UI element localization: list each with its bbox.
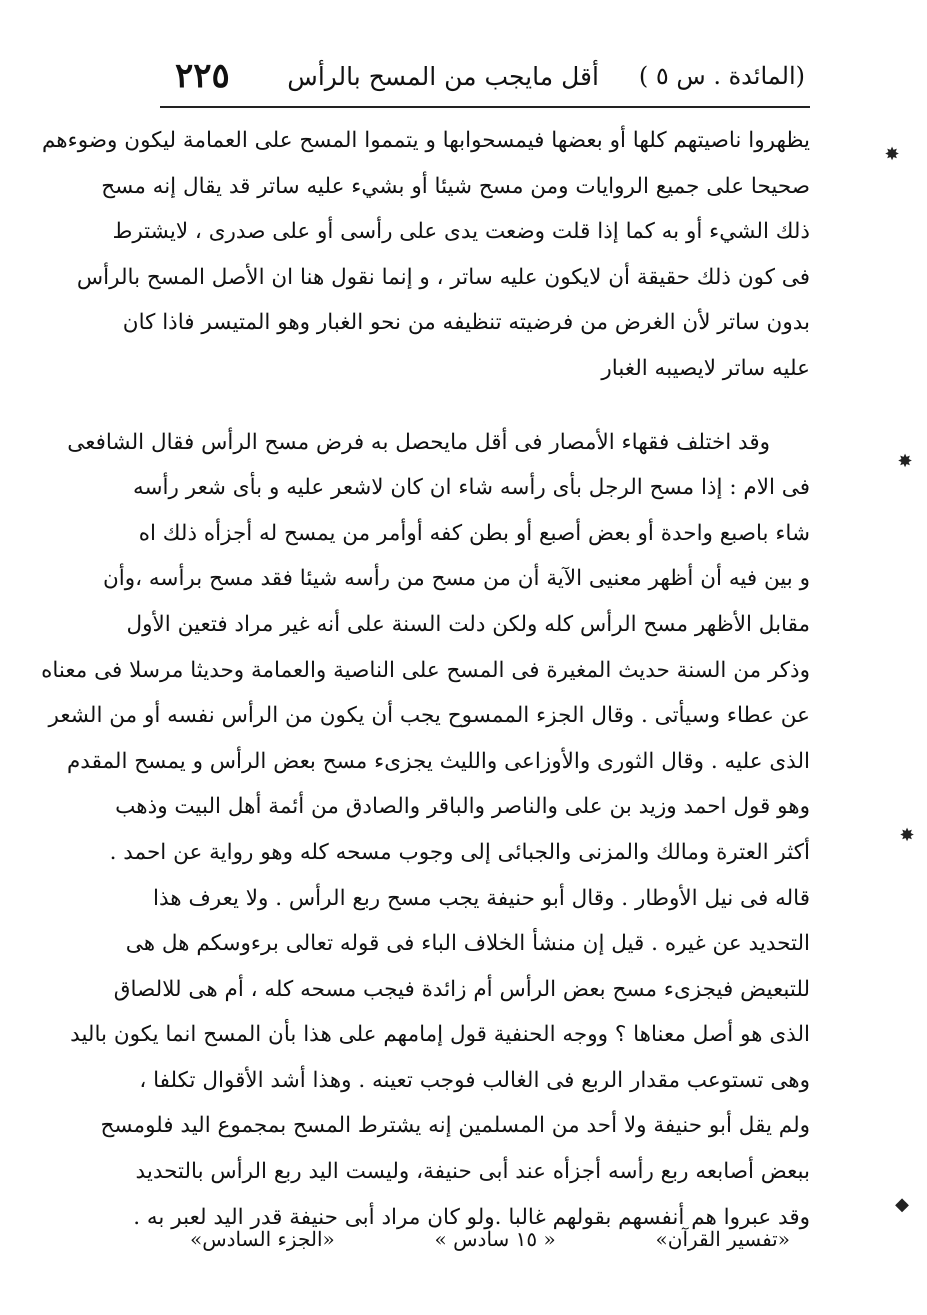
text-line-indent: وقد اختلف فقهاء الأمصار فى أقل مايحصل به فرض مسح الرأس فقال الشافعى — [67, 429, 770, 455]
text-line: و بين فيه أن أظهر معنيى الآية أن من مسح من رأسه شيئا فقد مسح برأسه ،وأن — [102, 566, 810, 592]
page-footer — [190, 1222, 790, 1256]
footer-volume: «الجزء السادس» — [190, 1227, 335, 1251]
binding-mark-icon: ◆ — [895, 1193, 909, 1215]
header-rule — [160, 106, 810, 108]
text-line: فى كون ذلك حقيقة أن لايكون عليه ساتر ، و إنما نقول هنا ان الأصل المسح بالرأس — [76, 264, 810, 290]
text-line: وذكر من السنة حديث المغيرة فى المسح على الناصية والعمامة وحديثا مرسلا فى معناه — [41, 657, 810, 683]
page-number: ٢٢٥ — [175, 56, 230, 96]
text-line: الذى هو أصل معناها ؟ ووجه الحنفية قول إمامهم على هذا بأن المسح انما يكون باليد — [70, 1022, 810, 1048]
text-line: بدون ساتر لأن الغرض من فرضيته تنظيفه من نحو الغبار وهو المتيسر فاذا كان — [122, 310, 810, 336]
text-line: أكثر العترة ومالك والمزنى والجبائى إلى وجوب مسحه كله وهو رواية عن احمد . — [109, 839, 810, 865]
text-line: وهى تستوعب مقدار الربع فى الغالب فوجب تعينه . وهذا أشد الأقوال تكلفا ، — [139, 1067, 810, 1093]
binding-mark-icon: ✸ — [897, 450, 913, 472]
text-line: ذلك الشيء أو به كما إذا قلت وضعت يدى على رأسى أو على صدرى ، لايشترط — [112, 219, 810, 245]
binding-mark-icon: ✸ — [899, 824, 915, 846]
footer-signature: « ١٥ سادس » — [434, 1227, 556, 1251]
text-line: عن عطاء وسيأتى . وقال الجزء الممسوح يجب أن يكون من الرأس نفسه أو من الشعر — [48, 703, 810, 729]
running-title: أقل مايجب من المسح بالرأس — [287, 61, 599, 91]
text-line: التحديد عن غيره . قيل إن منشأ الخلاف الباء فى قوله تعالى برءوسكم هل هى — [125, 931, 810, 957]
chapter-reference: (المائدة . س ٥ ) — [638, 62, 805, 90]
text-line: عليه ساتر لايصيبه الغبار — [601, 355, 810, 381]
text-line: شاء باصبع واحدة أو بعض أصبع أو بطن كفه أوأمر من يمسح له أجزأه ذلك اه — [138, 520, 810, 546]
text-line: وهو قول احمد وزيد بن على والناصر والباقر والصادق من أئمة أهل البيت وذهب — [115, 794, 810, 820]
paragraph-gap — [160, 392, 810, 420]
text-line: فى الام : إذا مسح الرجل بأى رأسه شاء ان كان لاشعر عليه و بأى شعر رأسه — [132, 475, 810, 501]
page-body — [41, 118, 810, 1240]
text-line: ولم يقل أبو حنيفة ولا أحد من المسلمين إنه يشترط المسح بمجموع اليد فلومسح — [100, 1113, 810, 1139]
page-header — [165, 52, 805, 100]
text-line: قاله فى نيل الأوطار . وقال أبو حنيفة يجب مسح ربع الرأس . ولا يعرف هذا — [153, 885, 810, 911]
footer-book-title: «تفسير القرآن» — [655, 1227, 790, 1251]
text-line: للتبعيض فيجزىء مسح بعض الرأس أم زائدة فيجب مسحه كله ، أم هى للالصاق — [113, 976, 810, 1002]
header-title-group — [287, 62, 805, 91]
binding-mark-icon: ✸ — [884, 143, 900, 165]
text-line: ببعض أصابعه ربع رأسه أجزأه عند أبى حنيفة، وليست اليد ربع الرأس بالتحديد — [135, 1159, 810, 1185]
text-line: الذى عليه . وقال الثورى والأوزاعى والليث يجزىء مسح بعض الرأس و يمسح المقدم — [67, 748, 810, 774]
text-line: صحيحا على جميع الروايات ومن مسح شيئا أو بشيء عليه ساتر قد يقال إنه مسح — [101, 173, 810, 199]
text-line: مقابل الأظهر مسح الرأس كله ولكن دلت السنة على أنه غير مراد فتعين الأول — [126, 611, 810, 637]
text-line: يظهروا ناصيتهم كلها أو بعضها فيمسحوابها و يتمموا المسح على العمامة ليكون وضوءهم — [41, 128, 810, 153]
text-line: وقد عبروا هم أنفسهم بقولهم غالبا .ولو كان مراد أبى حنيفة قدر اليد لعبر به . — [133, 1204, 810, 1230]
